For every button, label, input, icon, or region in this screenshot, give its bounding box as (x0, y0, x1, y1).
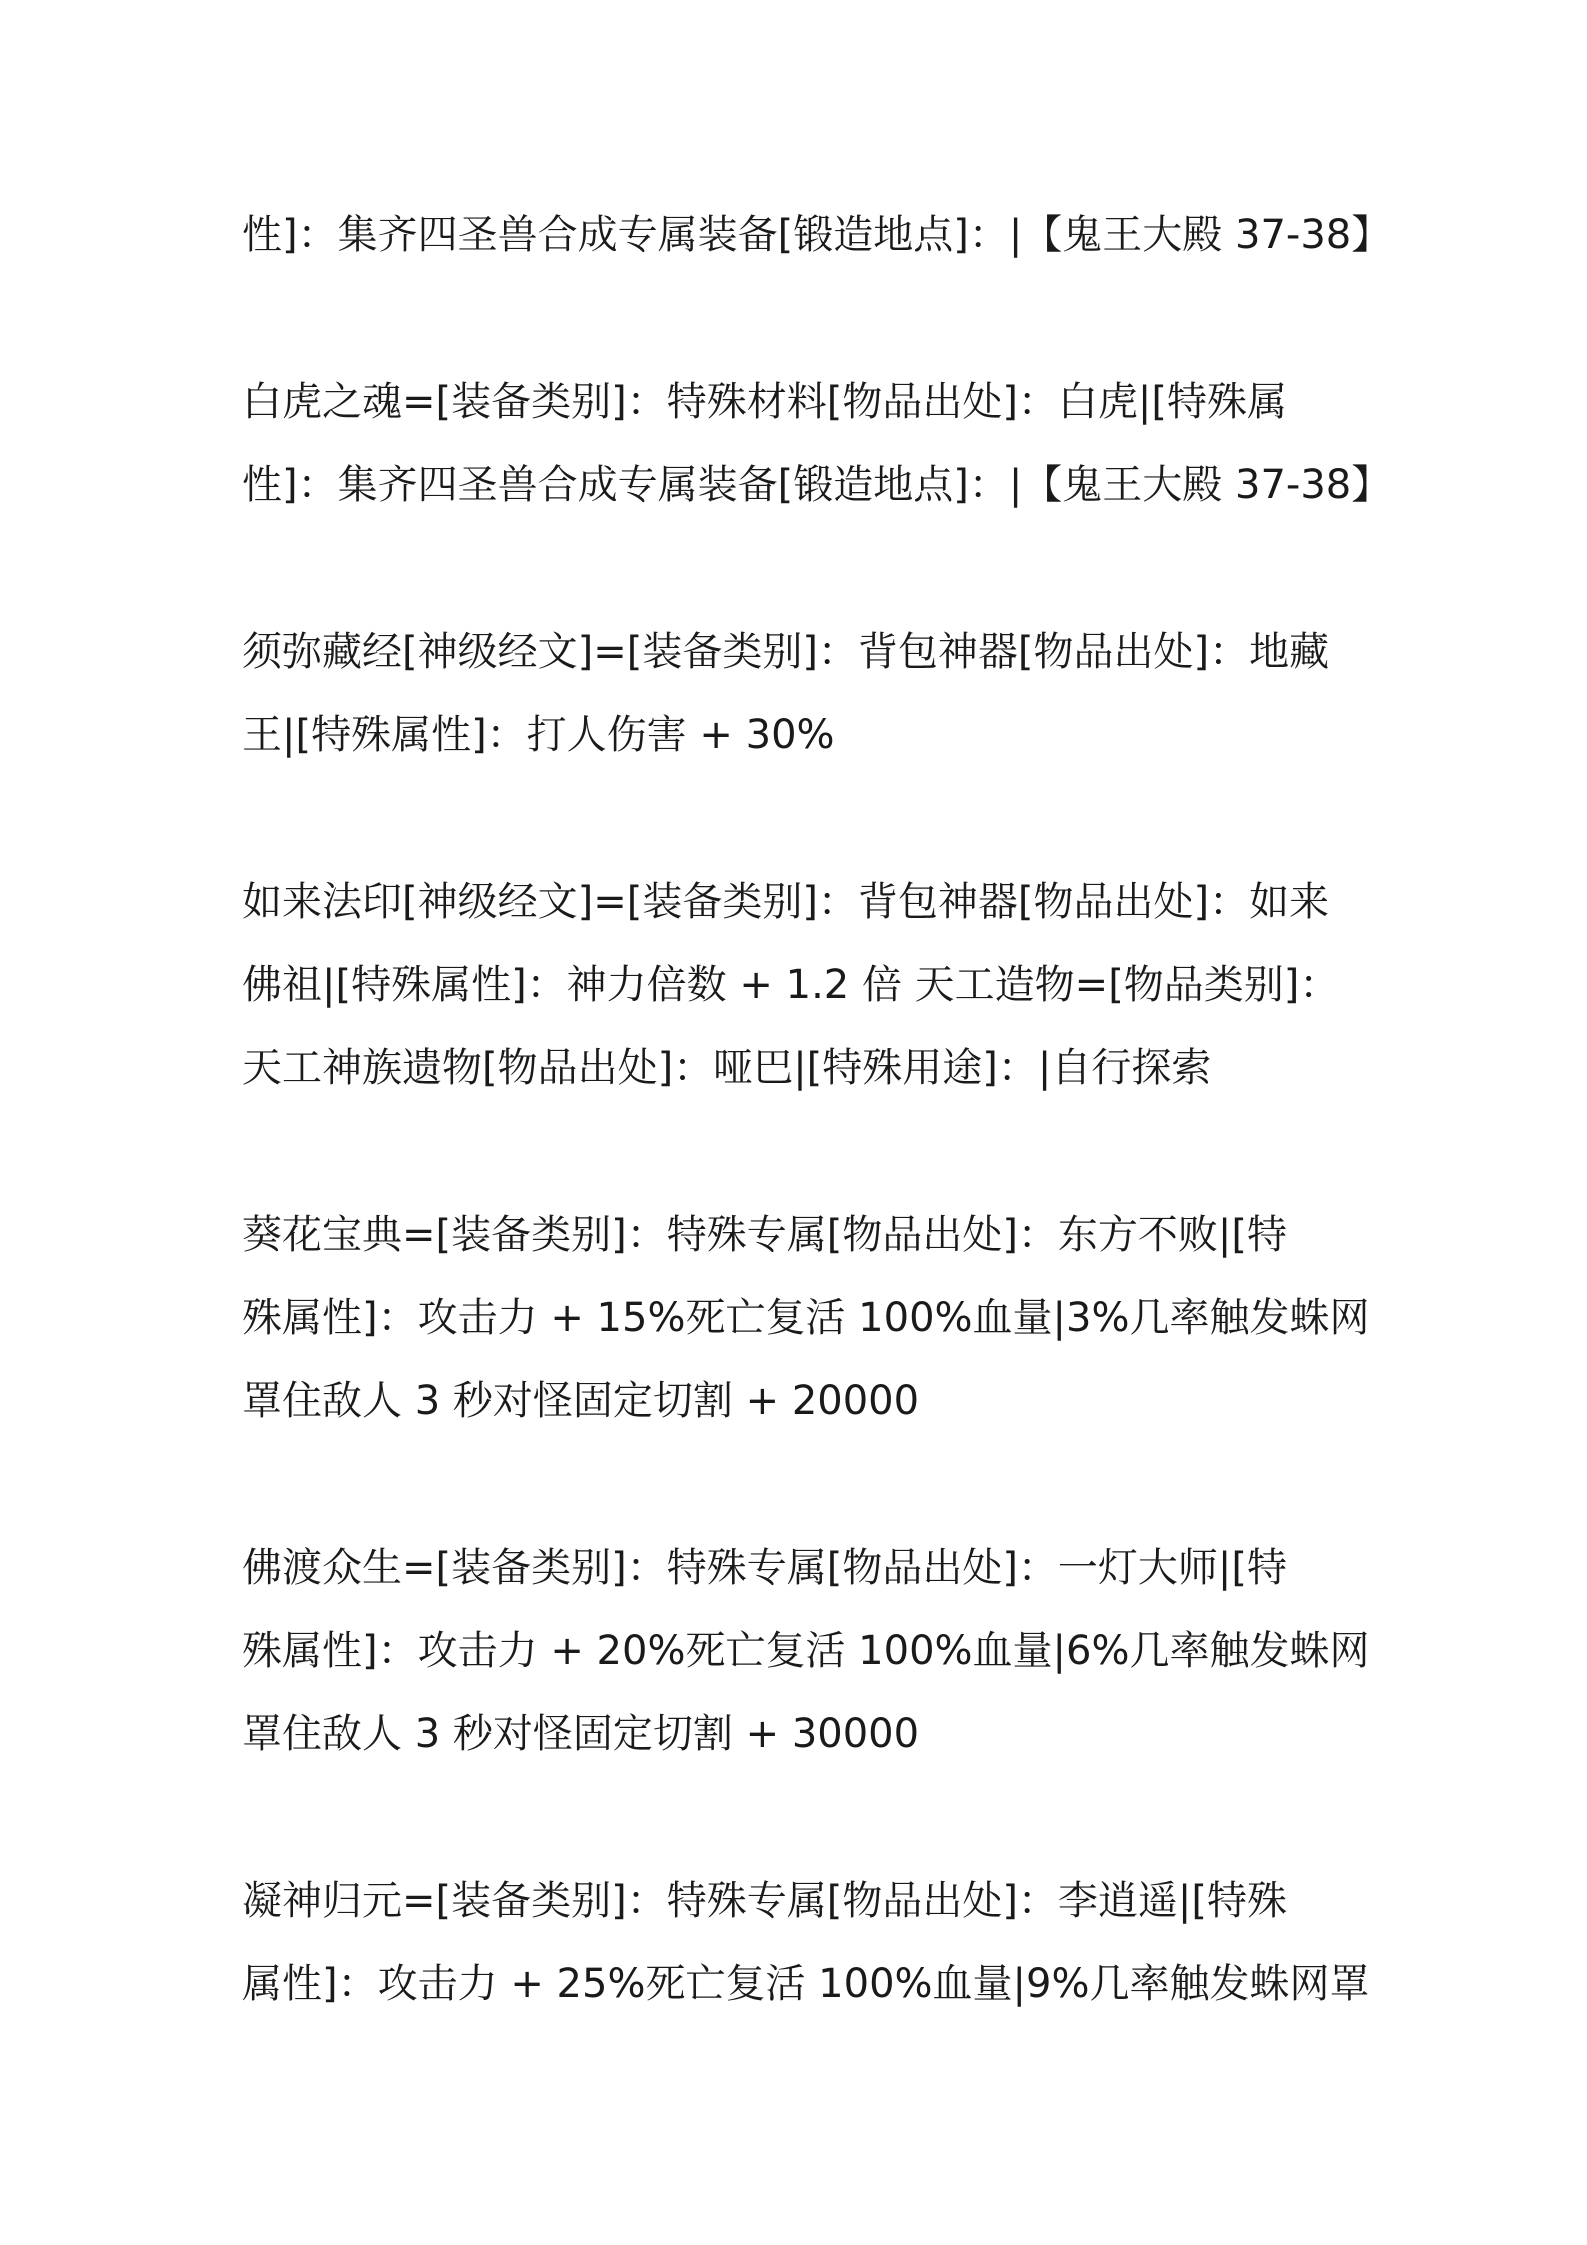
text-line: 王|[特殊属性]：打人伤害 + 30% (242, 712, 835, 758)
text-line: 性]：集齐四圣兽合成专属装备[锻造地点]：|【鬼王大殿 37-38】 (242, 212, 1392, 258)
text-line: 性]：集齐四圣兽合成专属装备[锻造地点]：|【鬼王大殿 37-38】 (242, 462, 1392, 508)
text-line: 须弥藏经[神级经文]=[装备类别]：背包神器[物品出处]：地藏 (242, 629, 1330, 675)
text-line: 天工神族遗物[物品出处]：哑巴|[特殊用途]：|自行探索 (242, 1045, 1212, 1091)
text-line: 殊属性]：攻击力 + 15%死亡复活 100%血量|3%几率触发蛛网 (242, 1295, 1370, 1341)
text-line: 佛祖|[特殊属性]：神力倍数 + 1.2 倍 天工造物=[物品类别]： (242, 962, 1340, 1008)
text-line: 如来法印[神级经文]=[装备类别]：背包神器[物品出处]：如来 (242, 879, 1330, 925)
text-line: 白虎之魂=[装备类别]：特殊材料[物品出处]：白虎|[特殊属 (242, 379, 1288, 425)
text-line: 罩住敌人 3 秒对怪固定切割 + 20000 (242, 1378, 920, 1424)
text-line: 佛渡众生=[装备类别]：特殊专属[物品出处]：一灯大师|[特 (242, 1545, 1288, 1591)
text-line: 属性]：攻击力 + 25%死亡复活 100%血量|9%几率触发蛛网罩 (242, 1961, 1370, 2007)
text-line: 罩住敌人 3 秒对怪固定切割 + 30000 (242, 1711, 920, 1757)
text-line: 葵花宝典=[装备类别]：特殊专属[物品出处]：东方不败|[特 (242, 1212, 1288, 1258)
text-line: 殊属性]：攻击力 + 20%死亡复活 100%血量|6%几率触发蛛网 (242, 1628, 1370, 1674)
text-line: 凝神归元=[装备类别]：特殊专属[物品出处]：李逍遥|[特殊 (242, 1878, 1288, 1924)
